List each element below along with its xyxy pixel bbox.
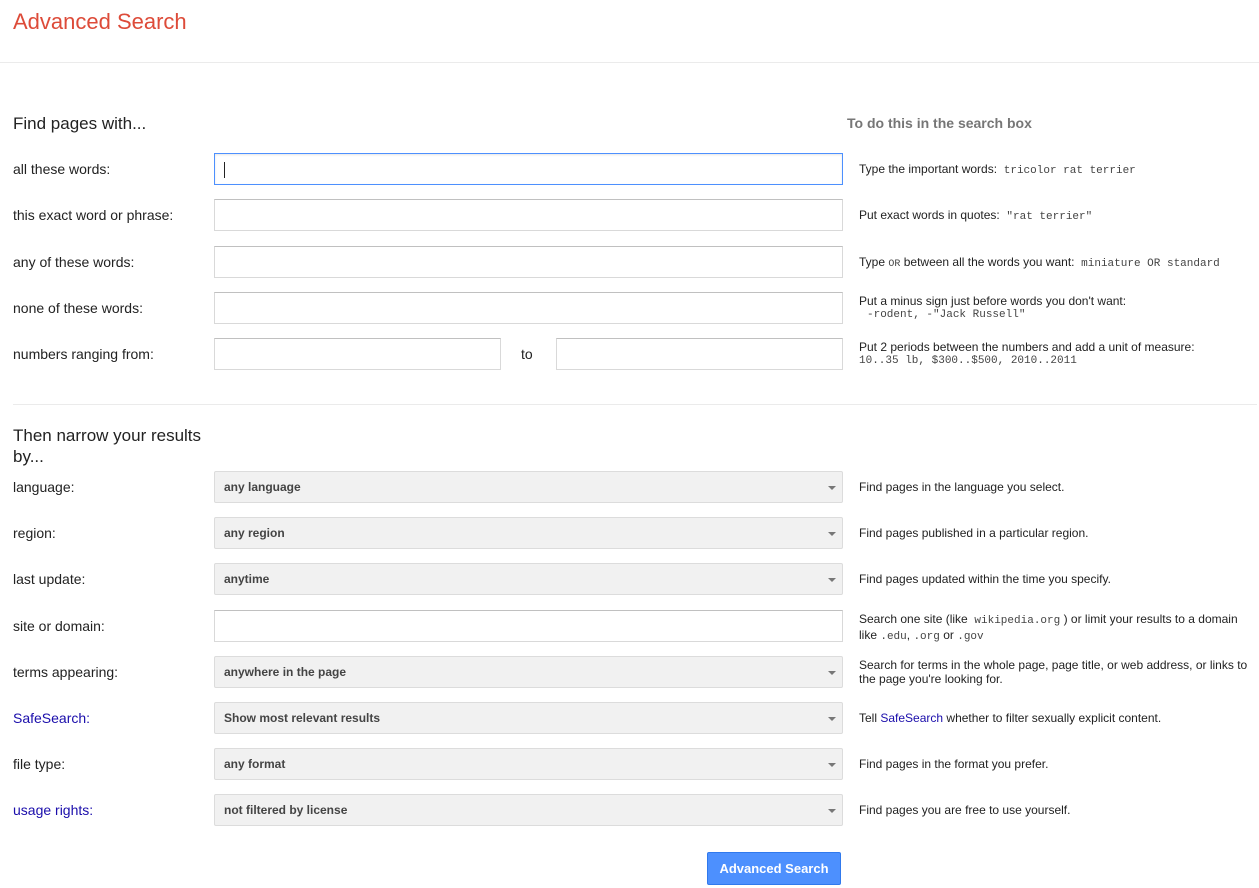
dropdown-arrow-icon bbox=[828, 809, 836, 813]
any-words-input[interactable] bbox=[214, 246, 843, 278]
dropdown-arrow-icon bbox=[828, 763, 836, 767]
language-label: language: bbox=[13, 479, 75, 495]
dropdown-arrow-icon bbox=[828, 578, 836, 582]
number-range-to-input[interactable] bbox=[556, 338, 843, 370]
find-section-heading: Find pages with... bbox=[13, 114, 147, 133]
terms-appearing-label: terms appearing: bbox=[13, 664, 119, 680]
number-range-label: numbers ranging from: bbox=[13, 346, 154, 362]
number-range-hint: Put 2 periods between the numbers and add a unit of measure: 10..35 lb, $300..$500, 2010..2011 bbox=[859, 340, 1195, 367]
none-words-input[interactable] bbox=[214, 292, 843, 324]
all-words-hint: Type the important words: tricolor rat terrier bbox=[859, 162, 1136, 177]
file-type-select-value: any format bbox=[224, 757, 286, 771]
usage-rights-link[interactable]: usage rights bbox=[13, 802, 90, 818]
dropdown-arrow-icon bbox=[828, 532, 836, 536]
usage-rights-hint: Find pages you are free to use yourself. bbox=[859, 803, 1071, 817]
safesearch-link[interactable]: SafeSearch bbox=[13, 710, 87, 726]
file-type-label: file type: bbox=[13, 756, 66, 772]
file-type-select[interactable] bbox=[214, 748, 843, 780]
region-hint: Find pages published in a particular region. bbox=[859, 526, 1089, 540]
safesearch-select[interactable] bbox=[214, 702, 843, 734]
language-select[interactable] bbox=[214, 471, 843, 503]
exact-phrase-hint: Put exact words in quotes: "rat terrier" bbox=[859, 208, 1093, 223]
any-words-label: any of these words: bbox=[13, 254, 135, 270]
text-cursor bbox=[224, 162, 225, 178]
none-words-hint: Put a minus sign just before words you don't want: -rodent, -"Jack Russell" bbox=[859, 294, 1127, 321]
site-domain-hint: Search one site (like wikipedia.org ) or limit your results to a domain like .edu, .org or .gov bbox=[859, 612, 1238, 643]
last-update-select-value: anytime bbox=[224, 572, 270, 586]
last-update-label: last update: bbox=[13, 571, 86, 587]
section-divider bbox=[13, 404, 1257, 405]
all-words-label: all these words: bbox=[13, 161, 111, 177]
last-update-select[interactable] bbox=[214, 563, 843, 595]
dropdown-arrow-icon bbox=[828, 671, 836, 675]
safesearch-hint: Tell SafeSearch whether to filter sexually explicit content. bbox=[859, 711, 1162, 725]
terms-appearing-hint: Search for terms in the whole page, page title, or web address, or links to the page you're looking for. bbox=[859, 658, 1248, 686]
safesearch-select-value: Show most relevant results bbox=[224, 711, 381, 725]
number-range-from-input[interactable] bbox=[214, 338, 501, 370]
advanced-search-button[interactable]: Advanced Search bbox=[707, 852, 841, 885]
page-title: Advanced Search bbox=[13, 9, 187, 34]
narrow-section-heading: Then narrow your results by... bbox=[13, 426, 202, 466]
howto-heading: To do this in the search box bbox=[847, 115, 1032, 131]
region-select-value: any region bbox=[224, 526, 285, 540]
range-to-label: to bbox=[521, 346, 533, 362]
terms-appearing-select-value: anywhere in the page bbox=[224, 665, 347, 679]
language-hint: Find pages in the language you select. bbox=[859, 480, 1065, 494]
any-words-hint: Type OR between all the words you want: miniature OR standard bbox=[859, 255, 1220, 270]
safesearch-label: SafeSearch: bbox=[13, 710, 91, 726]
site-domain-label: site or domain: bbox=[13, 618, 105, 634]
header-divider bbox=[0, 62, 1259, 63]
none-words-label: none of these words: bbox=[13, 300, 143, 316]
all-words-input[interactable] bbox=[214, 153, 843, 185]
language-select-value: any language bbox=[224, 480, 301, 494]
region-select[interactable] bbox=[214, 517, 843, 549]
site-domain-input[interactable] bbox=[214, 610, 843, 642]
exact-phrase-input[interactable] bbox=[214, 199, 843, 231]
dropdown-arrow-icon bbox=[828, 486, 836, 490]
last-update-hint: Find pages updated within the time you specify. bbox=[859, 572, 1111, 586]
exact-phrase-label: this exact word or phrase: bbox=[13, 207, 174, 223]
dropdown-arrow-icon bbox=[828, 717, 836, 721]
region-label: region: bbox=[13, 525, 56, 541]
safesearch-hint-link[interactable]: SafeSearch bbox=[880, 711, 944, 725]
usage-rights-select[interactable] bbox=[214, 794, 843, 826]
usage-rights-label: usage rights: bbox=[13, 802, 94, 818]
terms-appearing-select[interactable] bbox=[214, 656, 843, 688]
usage-rights-select-value: not filtered by license bbox=[224, 803, 348, 817]
file-type-hint: Find pages in the format you prefer. bbox=[859, 757, 1049, 771]
